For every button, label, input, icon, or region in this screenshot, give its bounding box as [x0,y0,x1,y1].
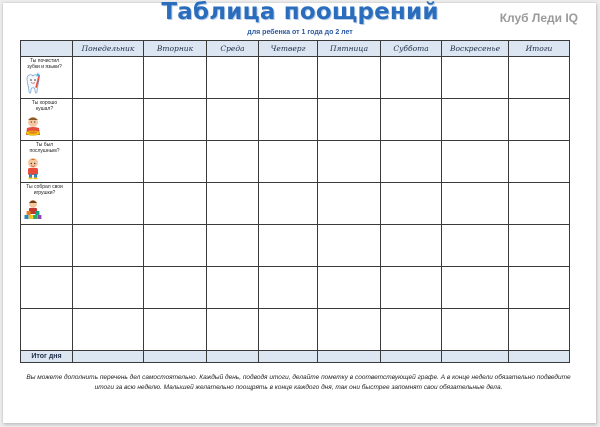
total-row [21,351,570,363]
col-header-totals: Итоги [509,41,570,57]
table-cell[interactable] [144,309,207,351]
table-cell[interactable] [73,57,144,99]
col-header-saturday: Суббота [381,41,442,57]
table-row [21,225,570,267]
table-cell[interactable] [509,99,570,141]
total-cell[interactable] [207,351,259,363]
table-cell[interactable] [381,225,442,267]
table-cell[interactable] [318,309,381,351]
table-cell[interactable] [442,57,509,99]
total-cell[interactable] [73,351,144,363]
table-cell[interactable] [509,225,570,267]
activity-cell[interactable] [21,309,73,351]
table-cell[interactable] [381,309,442,351]
table-cell[interactable] [509,57,570,99]
child-with-toys-icon [24,198,42,222]
table-cell[interactable] [381,99,442,141]
table-cell[interactable] [207,57,259,99]
table-cell[interactable] [259,225,318,267]
table-cell[interactable] [509,309,570,351]
total-cell[interactable] [259,351,318,363]
club-name: Клуб Леди IQ [499,11,578,25]
table-cell[interactable] [207,141,259,183]
activity-label: Ты собрал свои игрушки? [26,184,63,196]
table-cell[interactable] [259,309,318,351]
table-cell[interactable] [318,141,381,183]
table-cell[interactable] [259,141,318,183]
activity-label: Ты почистил зубки и языки? [27,58,62,70]
table-cell[interactable] [207,99,259,141]
reward-table [20,40,570,363]
table-row [21,141,570,183]
table-cell[interactable] [73,309,144,351]
table-row [21,57,570,99]
table-cell[interactable] [509,183,570,225]
table-cell[interactable] [318,99,381,141]
table-cell[interactable] [144,267,207,309]
table-cell[interactable] [318,267,381,309]
table-cell[interactable] [509,267,570,309]
table-cell[interactable] [259,57,318,99]
col-header-thursday: Четверг [259,41,318,57]
total-cell[interactable] [442,351,509,363]
table-cell[interactable] [144,99,207,141]
activity-cell [21,183,73,225]
table-cell[interactable] [381,183,442,225]
table-cell[interactable] [73,267,144,309]
table-cell[interactable] [442,267,509,309]
header-corner-cell [21,41,73,57]
col-header-wednesday: Среда [207,41,259,57]
total-cell[interactable] [381,351,442,363]
table-cell[interactable] [144,141,207,183]
col-header-sunday: Воскресенье [442,41,509,57]
table-cell[interactable] [144,183,207,225]
table-cell[interactable] [442,309,509,351]
table-row [21,183,570,225]
total-cell[interactable] [509,351,570,363]
table-cell[interactable] [73,141,144,183]
table-cell[interactable] [442,225,509,267]
table-cell[interactable] [381,267,442,309]
table-cell[interactable] [259,99,318,141]
table-cell[interactable] [318,57,381,99]
table-cell[interactable] [381,141,442,183]
table-cell[interactable] [144,225,207,267]
table-cell[interactable] [509,141,570,183]
table-row [21,309,570,351]
table-cell[interactable] [259,183,318,225]
total-cell[interactable] [318,351,381,363]
table-cell[interactable] [73,99,144,141]
tooth-brushing-icon [24,72,42,96]
table-cell[interactable] [73,183,144,225]
table-row [21,99,570,141]
page-title: Таблица поощрений [161,0,439,25]
table-cell[interactable] [207,309,259,351]
activity-cell[interactable] [21,225,73,267]
table-header-row [21,41,570,57]
col-header-tuesday: Вторник [144,41,207,57]
page-subtitle: для ребенка от 1 года до 2 лет [247,29,353,36]
table-cell[interactable] [318,183,381,225]
table-cell[interactable] [442,141,509,183]
activity-cell [21,57,73,99]
table-row [21,267,570,309]
table-cell[interactable] [442,183,509,225]
activity-label: Ты был послушным? [29,142,60,154]
activity-cell [21,99,73,141]
activity-label: Ты хорошо кушал? [31,100,58,112]
table-cell[interactable] [207,267,259,309]
table-cell[interactable] [381,57,442,99]
child-eating-icon [24,114,42,138]
col-header-friday: Пятница [318,41,381,57]
table-cell[interactable] [73,225,144,267]
footer-note: Вы можете дополнить перечень дел самостоятельно. Каждый день, подводя итоги, делайте пометку в соответствующей графе. А в конце недели обязательно подведите итоги за всю неделю. Малышей желательно поощрять в конце каждого дня, так они быстрее запомнят свои обязательные дела. [26,374,571,391]
table-cell[interactable] [259,267,318,309]
table-cell[interactable] [207,183,259,225]
activity-cell[interactable] [21,267,73,309]
col-header-monday: Понедельник [73,41,144,57]
total-cell[interactable] [144,351,207,363]
total-row-label: Итог дня [21,351,73,363]
table-cell[interactable] [144,57,207,99]
table-cell[interactable] [207,225,259,267]
table-cell[interactable] [318,225,381,267]
obedient-child-icon [24,156,42,180]
table-cell[interactable] [442,99,509,141]
activity-cell [21,141,73,183]
